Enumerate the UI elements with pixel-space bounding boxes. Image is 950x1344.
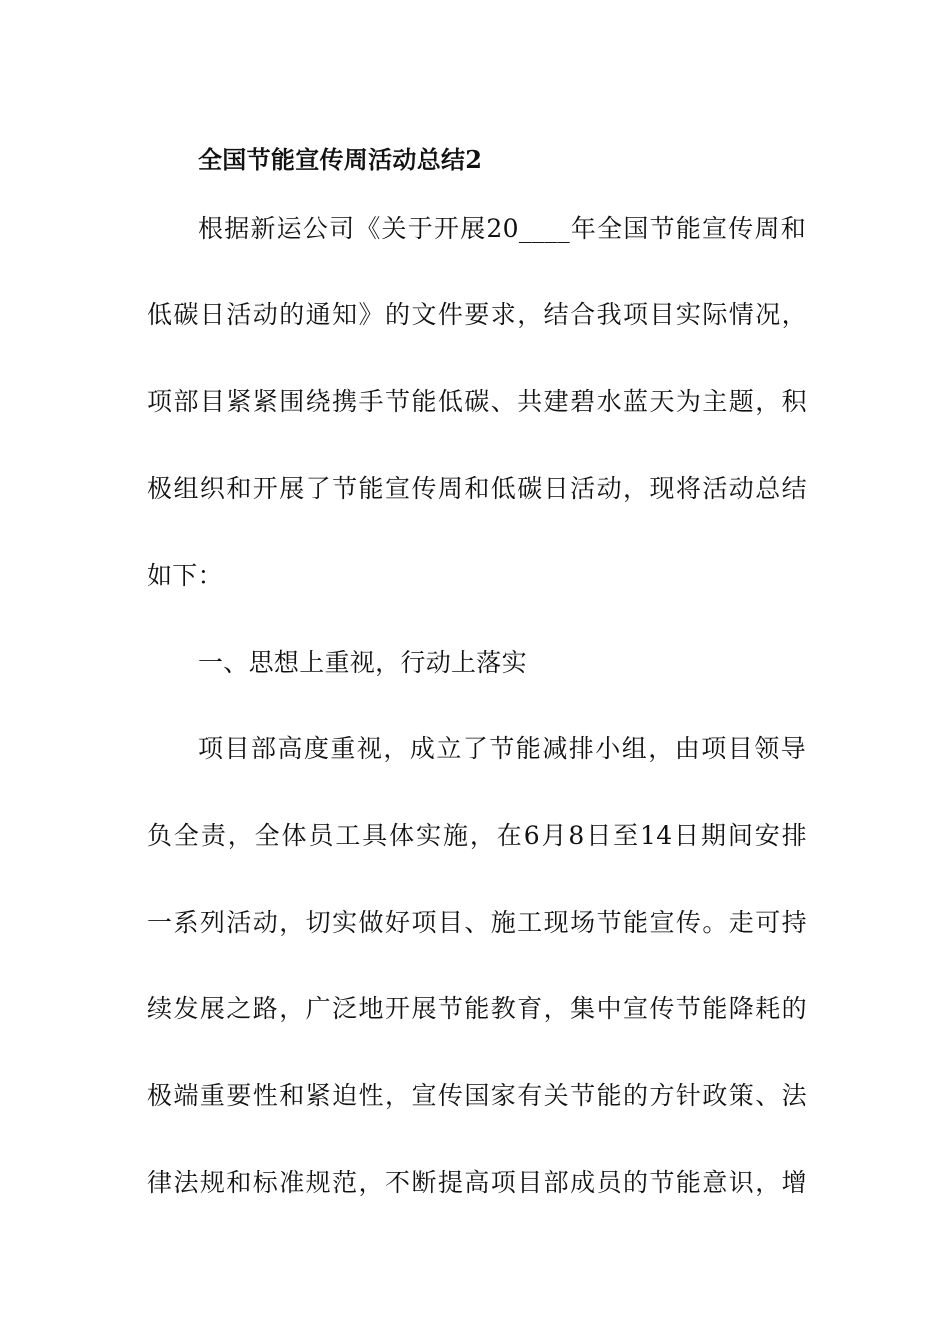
section-heading: 一、思想上重视，行动上落实 (198, 648, 527, 677)
paragraph-line: 项目部高度重视，成立了节能减排小组，由项目领导 (198, 734, 806, 763)
paragraph-line: 低碳日活动的通知》的文件要求，结合我项目实际情况， (147, 300, 807, 329)
paragraph-line: 续发展之路，广泛地开展节能教育，集中宣传节能降耗的 (147, 994, 807, 1023)
paragraph-line: 项部目紧紧围绕携手节能低碳、共建碧水蓝天为主题，积 (147, 387, 807, 416)
paragraph-line: 如下： (147, 561, 223, 590)
paragraph-line: 极端重要性和紧迫性，宣传国家有关节能的方针政策、法 (147, 1081, 807, 1110)
paragraph-line: 极组织和开展了节能宣传周和低碳日活动，现将活动总结 (147, 474, 807, 503)
paragraph-line: 律法规和标准规范，不断提高项目部成员的节能意识，增 (147, 1168, 807, 1197)
paragraph-line: 负全责，全体员工具体实施，在6月8日至14日期间安排 (147, 821, 807, 850)
paragraph-line: 根据新运公司《关于开展20____年全国节能宣传周和 (198, 214, 806, 243)
document-title: 全国节能宣传周活动总结2 (198, 145, 483, 174)
paragraph-line: 一系列活动，切实做好项目、施工现场节能宣传。走可持 (147, 908, 807, 937)
